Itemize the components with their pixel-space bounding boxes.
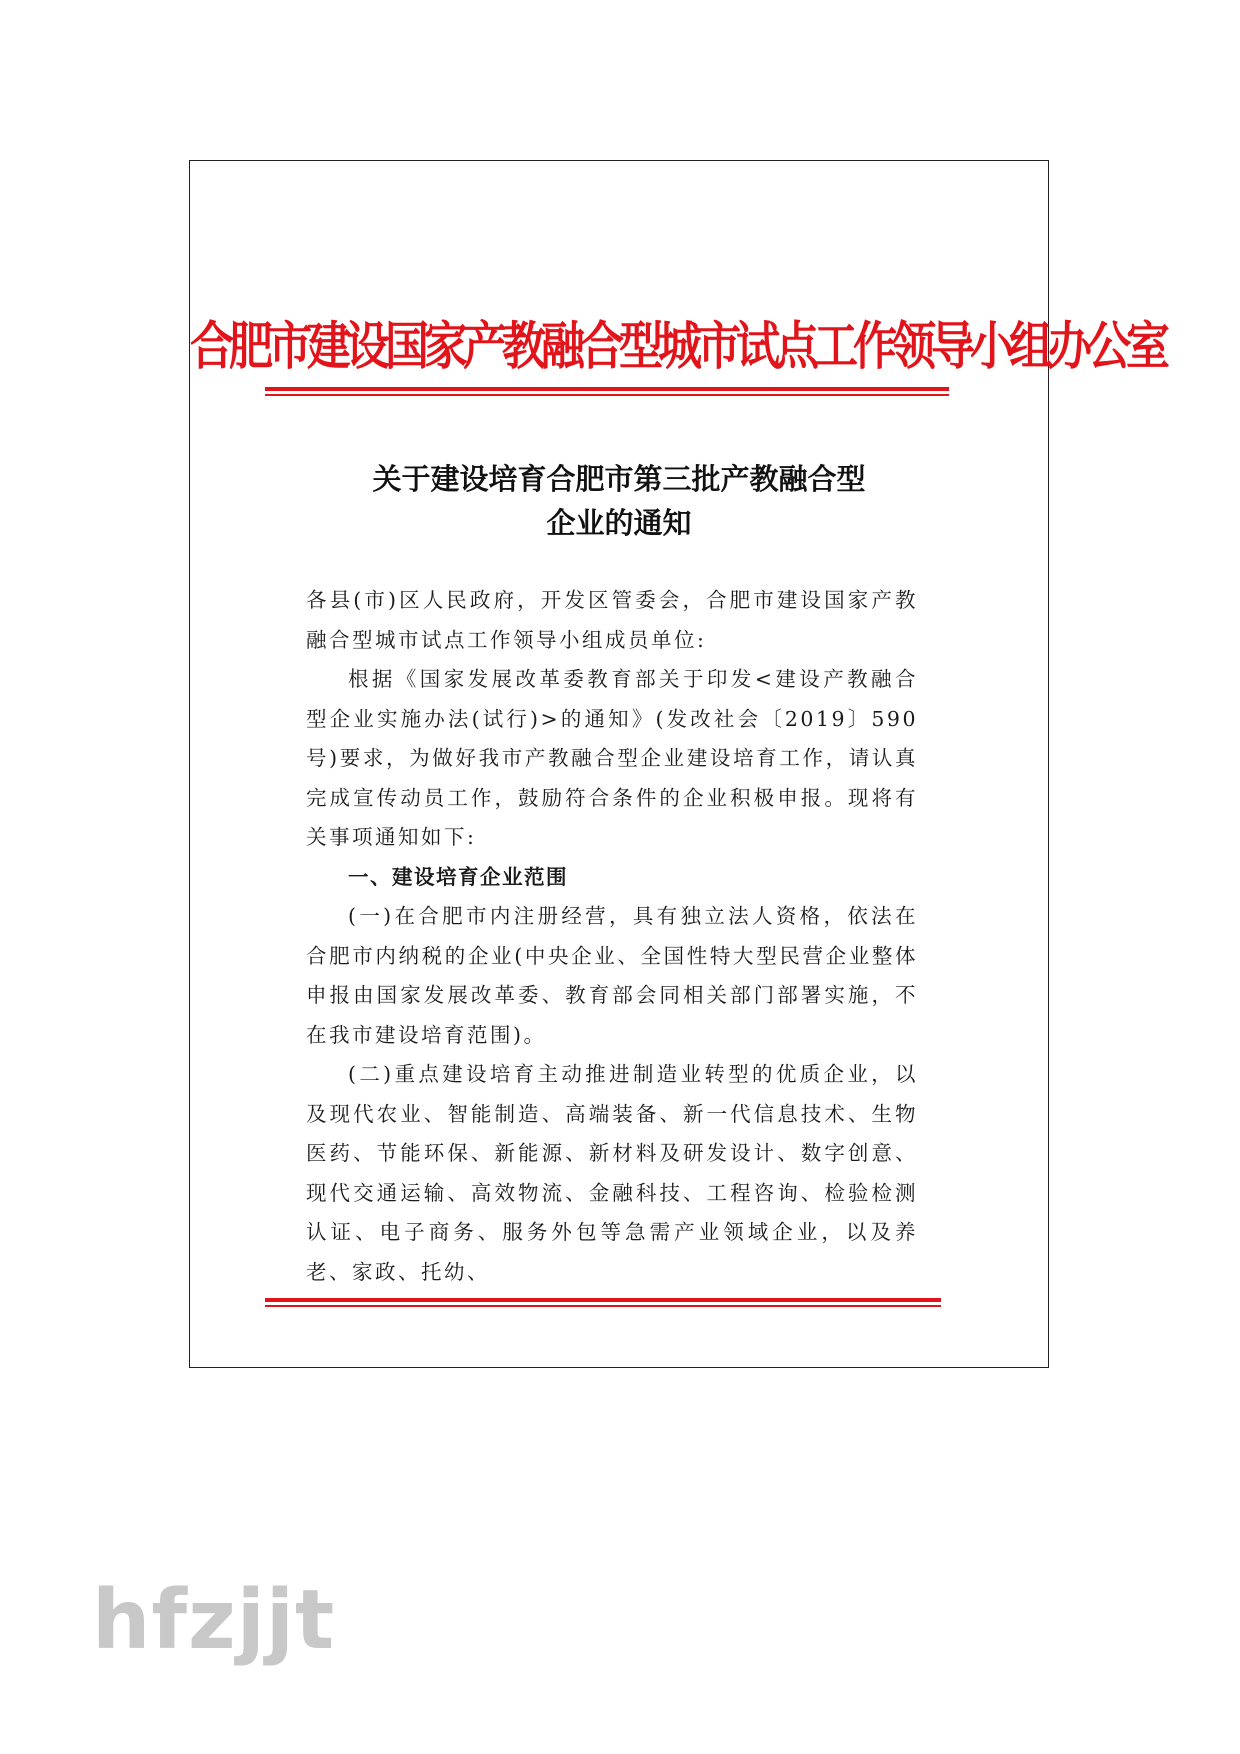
footer-red-rule [265, 1298, 941, 1302]
document-page [189, 160, 1165, 1368]
document-body [306, 581, 918, 1292]
header-red-rule-thin [265, 394, 949, 396]
watermark-text: hfzjjt [92, 1573, 336, 1668]
item-1-paragraph: (一)在合肥市内注册经营，具有独立法人资格，依法在合肥市内纳税的企业(中央企业、全国性特大型民营企业整体申报由国家发展改革委、教育部会同相关部门部署实施，不在我市建设培育范围)。 [306, 904, 918, 1047]
salutation: 各县(市)区人民政府，开发区管委会，合肥市建设国家产教融合型城市试点工作领导小组成员单位: [306, 588, 918, 652]
footer-red-rule-thin [265, 1305, 941, 1307]
item-2-paragraph: (二)重点建设培育主动推进制造业转型的优质企业，以及现代农业、智能制造、高端装备、新一代信息技术、生物医药、节能环保、新能源、新材料及研发设计、数字创意、现代交通运输、高效物流、金融科技、工程咨询、检验检测认证、电子商务、服务外包等急需产业领域企业，以及养老、家政、托幼、 [306, 1062, 918, 1284]
header-red-rule [265, 387, 949, 391]
issuer-header: 合肥市建设国家产教融合型城市试点工作领导小组办公室 [190, 316, 1165, 378]
document-title [190, 457, 1048, 545]
section-heading: 一、建设培育企业范围 [348, 864, 568, 889]
intro-paragraph: 根据《国家发展改革委教育部关于印发<建设产教融合型企业实施办法(试行)>的通知》(发改社会〔2019〕590号)要求，为做好我市产教融合型企业建设培育工作，请认真完成宣传动员工作，鼓励符合条件的企业积极申报。现将有关事项通知如下: [306, 667, 918, 849]
title-line-1: 关于建设培育合肥市第三批产教融合型 [372, 462, 866, 496]
title-line-2: 企业的通知 [546, 506, 692, 540]
